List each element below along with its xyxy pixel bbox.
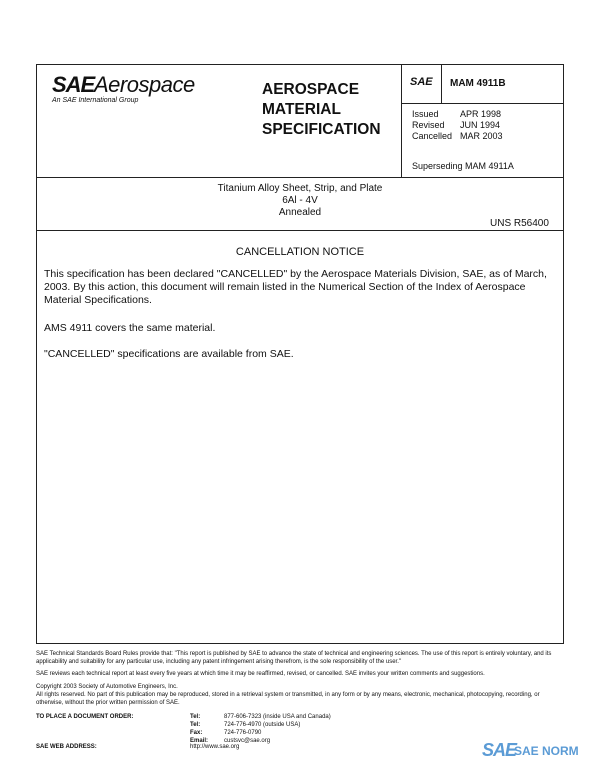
order-label: TO PLACE A DOCUMENT ORDER:	[36, 714, 134, 720]
web-link[interactable]: http://www.sae.org	[190, 744, 240, 750]
sae-logo: SAE	[52, 72, 95, 97]
contact-row	[36, 713, 335, 721]
title-line: AEROSPACE	[262, 81, 360, 98]
subject-line: 6Al - 4V	[282, 195, 318, 206]
contact-label: Tel:	[190, 714, 201, 720]
body-paragraph: AMS 4911 covers the same material.	[44, 322, 216, 334]
rules-text: SAE Technical Standards Board Rules provide that: "This report is published by SAE to advance the state of technical and engineering sciences. The use of this report is entirely voluntary, and its applicability and suitability for any particular use, including any patent infringement arising therefrom, is the sole responsibility of the user."	[36, 651, 552, 665]
web-label: SAE WEB ADDRESS:	[36, 744, 97, 750]
review-text: SAE reviews each technical report at least every five years at which time it may be reaffirmed, revised, or cancelled. SAE invites your written comments and suggestions.	[36, 671, 485, 677]
date-row	[412, 120, 511, 131]
web-address-row	[36, 744, 239, 750]
order-contacts	[36, 713, 335, 745]
rights-text: All rights reserved. No part of this publication may be reproduced, stored in a retrieval system or transmitted, in any form or by any means, electronic, mechanical, photocopying, recording, or otherwise, without the prior written permission of SAE.	[36, 692, 540, 706]
footer-divider	[36, 643, 564, 644]
superseding-note: Superseding MAM 4911A	[412, 161, 514, 171]
document-number: MAM 4911B	[450, 78, 506, 89]
uns-number: UNS R56400	[490, 218, 549, 229]
contact-value: custsvc@sae.org	[224, 738, 271, 744]
doc-number-divider	[441, 64, 442, 104]
issue-dates	[412, 109, 511, 142]
contact-value: 724-776-0790	[224, 730, 262, 736]
contact-row	[36, 729, 335, 737]
aerospace-logo-text: Aerospace	[94, 72, 195, 97]
subject-line: Annealed	[278, 207, 322, 218]
contact-value: 877-606-7323 (inside USA and Canada)	[224, 714, 331, 720]
contact-label: Email:	[190, 738, 209, 744]
date-label: Cancelled	[412, 131, 453, 141]
contact-row	[36, 721, 335, 729]
contact-label: Fax:	[190, 730, 203, 736]
date-value: APR 1998	[460, 109, 502, 119]
title-line: SPECIFICATION	[262, 121, 381, 138]
date-value: MAR 2003	[460, 131, 503, 141]
body-paragraph: This specification has been declared "CANCELLED" by the Aerospace Materials Division, SAE, as of March, 2003. By this action, this document will remain listed in the Numerical Section of the Index of Aerospace Material Specifications.	[44, 268, 547, 306]
body-paragraph: "CANCELLED" specifications are available from SAE.	[44, 348, 294, 360]
date-value: JUN 1994	[460, 120, 501, 130]
date-label: Revised	[412, 120, 445, 130]
subject-line: Titanium Alloy Sheet, Strip, and Plate	[217, 183, 383, 194]
date-row	[412, 131, 511, 142]
sae-norm-stamp	[482, 740, 579, 761]
date-label: Issued	[412, 109, 439, 119]
logo-subtitle: An SAE International Group	[52, 97, 139, 104]
notice-title: CANCELLATION NOTICE	[235, 246, 365, 258]
contact-label: Tel:	[190, 722, 201, 728]
sae-small-logo: SAE	[410, 76, 433, 88]
stamp-sae-logo: SAE	[482, 740, 517, 760]
date-row	[412, 109, 511, 120]
subject-title	[36, 183, 564, 219]
stamp-norm-text: SAE NORM	[514, 744, 579, 758]
document-type-title	[262, 80, 402, 140]
copyright: Copyright 2003 Society of Automotive Engineers, Inc.	[36, 684, 178, 690]
contact-value: 724-776-4970 (outside USA)	[224, 722, 301, 728]
title-line: MATERIAL	[262, 101, 341, 118]
